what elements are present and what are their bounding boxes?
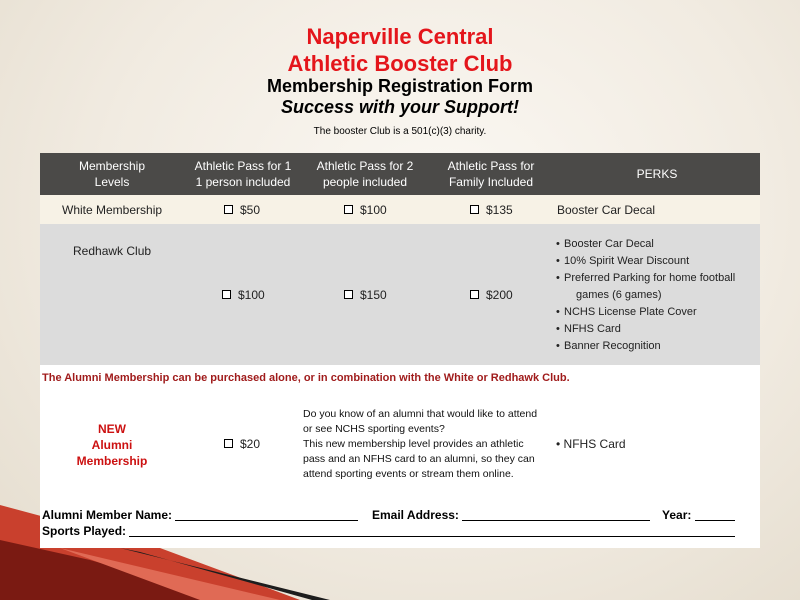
- charity-note: The booster Club is a 501(c)(3) charity.: [313, 126, 487, 137]
- white-price-2-option[interactable]: $100: [344, 203, 387, 217]
- new-alumni-label: NEW Alumni Membership: [76, 422, 148, 468]
- alumni-price-option[interactable]: $20: [224, 437, 260, 451]
- checkbox[interactable]: [344, 290, 353, 299]
- white-price-family-option[interactable]: $135: [470, 203, 513, 217]
- white-price-1-option[interactable]: $50: [224, 203, 260, 217]
- checkbox[interactable]: [470, 290, 479, 299]
- year-row: [662, 508, 735, 522]
- redhawk-club-label: Redhawk Club: [73, 244, 152, 258]
- list-item: • Booster Car Decal: [556, 236, 756, 253]
- header-membership-levels: Membership Levels: [78, 159, 146, 189]
- list-item: • NCHS License Plate Cover: [556, 304, 756, 321]
- club-title: Athletic Booster Club: [287, 51, 513, 76]
- white-perk: Booster Car Decal: [557, 203, 656, 217]
- redhawk-price-family-option[interactable]: $200: [470, 288, 513, 302]
- redhawk-price-2-option[interactable]: $150: [344, 288, 387, 302]
- alumni-name-label: Alumni Member Name:: [42, 508, 173, 522]
- header-pass-1: Athletic Pass for 1 1 person included: [194, 159, 292, 189]
- email-label: Email Address:: [372, 508, 459, 522]
- alumni-note: The Alumni Membership can be purchased alone, or in combination with the White or Redhawk Club.: [42, 372, 570, 384]
- checkbox[interactable]: [224, 439, 233, 448]
- school-title: Naperville Central: [306, 24, 494, 49]
- email-field[interactable]: [462, 508, 650, 521]
- alumni-name-field[interactable]: [175, 508, 358, 521]
- tagline: Success with your Support!: [280, 97, 520, 117]
- sports-row: [42, 524, 735, 538]
- registration-form: [40, 153, 760, 548]
- checkbox[interactable]: [222, 290, 231, 299]
- list-item: • Banner Recognition: [556, 338, 756, 355]
- checkbox[interactable]: [470, 205, 479, 214]
- list-item: • NFHS Card: [556, 321, 756, 338]
- year-label: Year:: [662, 508, 692, 522]
- white-membership-label: White Membership: [62, 203, 163, 217]
- header-pass-family: Athletic Pass for Family Included: [447, 159, 535, 189]
- table-header: [40, 153, 760, 195]
- header-perks: PERKS: [636, 167, 678, 181]
- table-row-white: [40, 195, 760, 224]
- form-title: Membership Registration Form: [266, 76, 534, 96]
- header-pass-2: Athletic Pass for 2 people included: [316, 159, 414, 189]
- year-field[interactable]: [695, 508, 735, 521]
- sports-field[interactable]: [129, 524, 735, 537]
- alumni-perk: • NFHS Card: [556, 437, 626, 451]
- list-item: • Preferred Parking for home football games (6 games): [556, 270, 756, 304]
- alumni-description: Do you know of an alumni that would like to attend or see NCHS sporting events? This new membership level provides an athletic pass and an NFHS card to an alumni, so they can attend sporting events or stream them online.: [303, 408, 538, 480]
- list-item: • 10% Spirit Wear Discount: [556, 253, 756, 270]
- sports-label: Sports Played:: [42, 524, 127, 538]
- email-row: [372, 508, 650, 522]
- checkbox[interactable]: [224, 205, 233, 214]
- checkbox[interactable]: [344, 205, 353, 214]
- redhawk-perks-list: [556, 236, 756, 355]
- alumni-name-row: [42, 508, 358, 522]
- redhawk-price-1-option[interactable]: $100: [222, 288, 265, 302]
- table-row-redhawk: [40, 224, 760, 365]
